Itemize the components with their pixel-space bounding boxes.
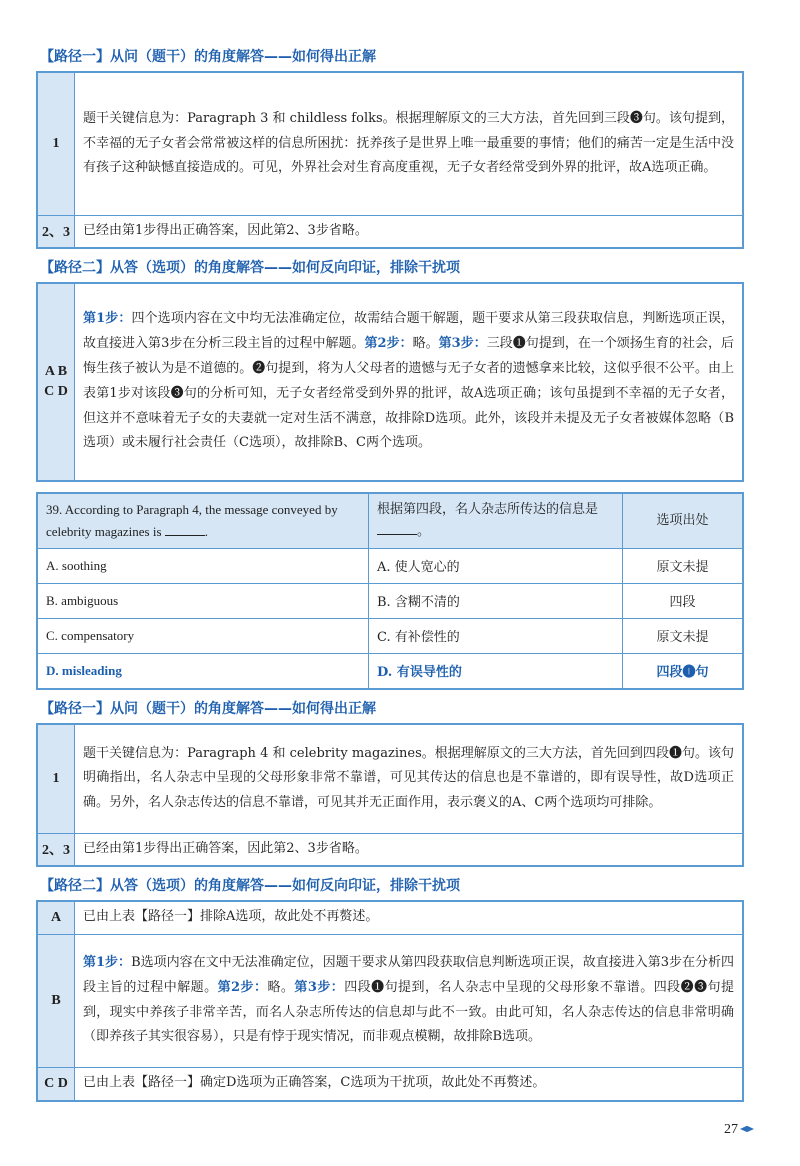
table-row [37, 724, 743, 834]
step3-label: 第3步： [438, 336, 487, 352]
step-label: 2、3 [37, 833, 75, 865]
option-en: B. ambiguous [37, 583, 369, 618]
option-label: A [37, 901, 75, 935]
step1-text: 四个选项内容在文中均无法准确定位，故需结合题干解题，题干要求从第三段获取信息，判断选项正误，故直接进入第3步在分析三段主旨的过程中解题。 [83, 311, 734, 352]
option-source: 四段 [623, 583, 744, 618]
option-row [37, 548, 743, 583]
step3-text: 三段❶句提到，在一个颂扬生育的社会，后悔生孩子被认为是不道德的。❷句提到，将为人父母者的遗憾与无子女者的遗憾拿来比较，这似乎很不公平。由上表第1步对该段❸句的分析可知，无子女者经常受到外界的批评，故A选项正确；该句虽提到不幸福的无子女者，但这并不意味着无子女的夫妻就一定对生活不满意，故排除D选项。此外，该段并未提及无子女者被媒体忽略（B选项）或未履行社会责任（C选项），故排除B、C两个选项。 [83, 336, 734, 451]
option-en: C. compensatory [37, 618, 369, 653]
option-source: 原文未提 [623, 618, 744, 653]
path1-heading-q38: 【路径一】从问（题干）的角度解答——如何得出正解 [40, 49, 376, 65]
step-label: 1 [37, 72, 75, 216]
page-number: 27 [724, 1122, 754, 1138]
option-zh: B. 含糊不清的 [369, 583, 623, 618]
options-label-line1: A B [44, 363, 68, 379]
option-row-correct [37, 653, 743, 689]
option-zh: C. 有补偿性的 [369, 618, 623, 653]
question-translation: 根据第四段，名人杂志所传达的信息是。 [369, 493, 623, 549]
option-analysis: 已由上表【路径一】排除A选项，故此处不再赘述。 [75, 901, 744, 935]
step-text: 已经由第1步得出正确答案，因此第2、3步省略。 [75, 216, 744, 248]
question-39-table [36, 492, 744, 690]
step-label: 1 [37, 724, 75, 834]
page-content [36, 46, 744, 1102]
source-header: 选项出处 [623, 493, 744, 549]
table-row [37, 216, 743, 248]
path1-table-q39 [36, 723, 744, 867]
path2-heading-q39: 【路径二】从答（选项）的角度解答——如何反向印证，排除干扰项 [40, 877, 460, 894]
option-analysis: 已由上表【路径一】确定D选项为正确答案，C选项为干扰项，故此处不再赘述。 [75, 1067, 744, 1101]
path2-table-q39 [36, 900, 744, 1102]
option-row [37, 583, 743, 618]
table-row [37, 833, 743, 865]
options-label-line2: C D [44, 383, 68, 399]
step1-text: B选项内容在文中无法准确定位，因题干要求从第四段获取信息判断选项正误，故直接进入第3步在分析四段主旨的过程中解题。 [83, 955, 735, 995]
answer-blank [377, 534, 417, 535]
answer-blank [165, 535, 205, 536]
option-source: 原文未提 [623, 548, 744, 583]
option-analysis [75, 934, 744, 1067]
graduation-cap-icon [740, 1126, 754, 1134]
step1-label: 第1步： [83, 311, 132, 327]
option-source: 四段❶句 [623, 653, 744, 689]
option-label: C D [37, 1067, 75, 1101]
path1-heading-q39: 【路径一】从问（题干）的角度解答——如何得出正解 [40, 700, 376, 717]
question-text: 39. According to Paragraph 4, the message conveyed by celebrity magazines is . [37, 493, 369, 549]
question-header-row [37, 493, 743, 549]
path1-table-q38 [36, 71, 744, 249]
option-en: A. soothing [37, 548, 369, 583]
table-row [37, 1067, 743, 1101]
step-text: 题干关键信息为：Paragraph 3 和 childless folks。根据理解原文的三大方法，首先回到三段❸句。该句提到，不幸福的无子女者会常常被这样的信息所困扰：抚养孩子是世界上唯一最重要的事情；他们的痛苦一定是生活中没有孩子这种缺憾直接造成的。可见，外界社会对生育高度重视，无子女者经常受到外界的批评，故A选项正确。 [75, 72, 744, 216]
table-row [37, 934, 743, 1067]
option-row [37, 618, 743, 653]
analysis-text [75, 283, 744, 481]
table-row [37, 72, 743, 216]
option-label: B [37, 934, 75, 1067]
step-text: 已经由第1步得出正确答案，因此第2、3步省略。 [75, 833, 744, 865]
step1-label: 第1步： [83, 955, 132, 970]
step-label: 2、3 [37, 216, 75, 248]
step3-label: 第3步： [294, 979, 345, 995]
step-text: 题干关键信息为：Paragraph 4 和 celebrity magazines。根据理解原文的三大方法，首先回到四段❶句。该句明确指出，名人杂志中呈现的父母形象非常不靠谱，可见其传达的信息也是不靠谱的，即有误导性，故D选项正确。另外，名人杂志传达的信息不靠谱，可见其并无正面作用，表示褒义的A、C两个选项均可排除。 [75, 724, 744, 834]
options-label [37, 283, 75, 481]
table-row [37, 901, 743, 935]
step2-label: 第2步： [364, 336, 413, 352]
step2-text: 略。 [412, 336, 439, 352]
path2-table-q38 [36, 282, 744, 482]
table-row [37, 283, 743, 481]
option-en: D. misleading [37, 653, 369, 689]
step3-text: 四段❶句提到，名人杂志中呈现的父母形象不靠谱。四段❷❸句提到，现实中养孩子非常辛苦，而名人杂志所传达的信息却与此不一致。由此可知，名人杂志传达的信息非常明确（即养孩子其实很容易），只是有悖于现实情况，而非观点模糊，故排除B选项。 [83, 979, 734, 1045]
option-zh: A. 使人宽心的 [369, 548, 623, 583]
path2-heading-q38: 【路径二】从答（选项）的角度解答——如何反向印证，排除干扰项 [40, 259, 460, 276]
step2-label: 第2步： [217, 979, 268, 995]
option-zh: D. 有误导性的 [369, 653, 623, 689]
step2-text: 略。 [267, 979, 295, 995]
